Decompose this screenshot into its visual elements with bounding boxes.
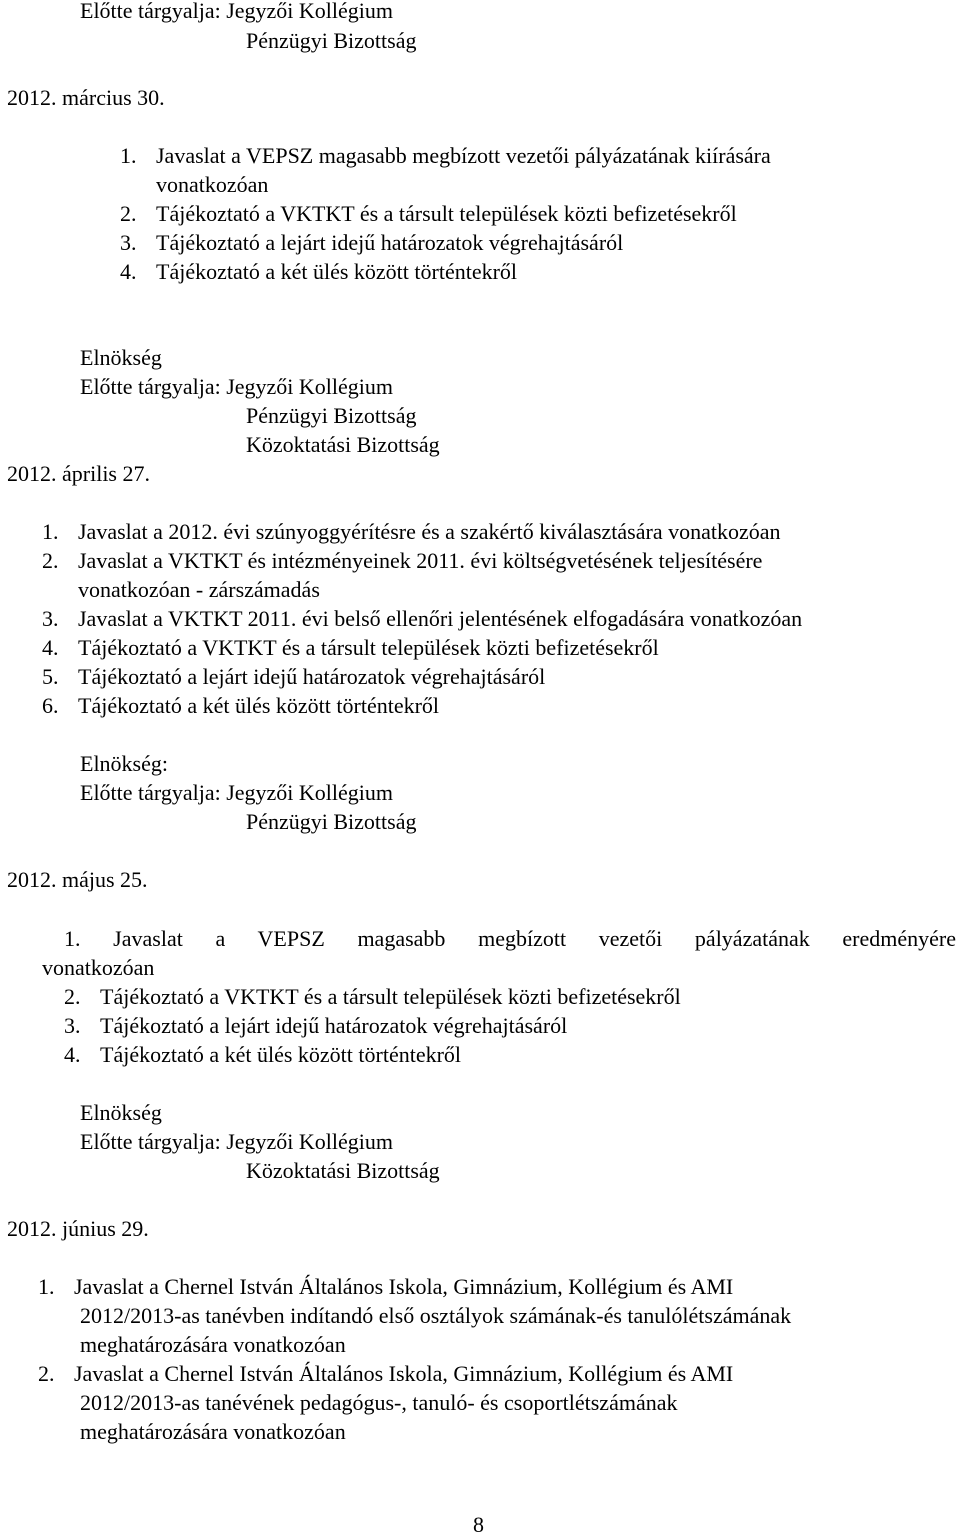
item-text: Tájékoztató a VKTKT és a társult települések közti befizetésekről (100, 984, 681, 1009)
item-text-continued: meghatározására vonatkozóan (80, 1419, 346, 1444)
item-number: 5. (42, 664, 59, 689)
committee-name: Jegyzői Kollégium (226, 0, 394, 23)
agenda-item (42, 521, 781, 543)
presidium-label: Elnökség: (80, 751, 168, 776)
agenda-item (64, 986, 681, 1008)
committee-line (80, 782, 393, 804)
item-number: 1. (38, 1274, 55, 1299)
committee-name: Pénzügyi Bizottság (246, 28, 417, 53)
pre-discussion-label: Előtte tárgyalja: (80, 374, 221, 399)
item-number: 3. (42, 606, 59, 631)
item-number: 4. (120, 259, 137, 284)
meeting-date: 2012. április 27. (7, 461, 150, 486)
agenda-item-first-line: 1. Javaslat a VEPSZ magasabb megbízott vezetői pályázatának eredményére (64, 926, 956, 951)
agenda-item (64, 1015, 567, 1037)
meeting-date: 2012. március 30. (7, 85, 165, 110)
item-text: Tájékoztató a VKTKT és a társult települések közti befizetésekről (156, 201, 737, 226)
item-text: Javaslat a VKTKT és intézményeinek 2011. évi költségvetésének teljesítésére (78, 548, 763, 573)
item-number: 2. (38, 1361, 55, 1386)
committee-name: Jegyzői Kollégium (226, 374, 394, 399)
item-number: 2. (64, 984, 81, 1009)
item-number: 2. (120, 201, 137, 226)
item-text: Tájékoztató a két ülés között történtekről (156, 259, 518, 284)
agenda-item (42, 608, 802, 630)
agenda-item (120, 261, 517, 283)
item-text-continued: meghatározására vonatkozóan (80, 1332, 346, 1357)
item-number: 3. (64, 1013, 81, 1038)
agenda-item (42, 695, 439, 717)
committee-name: Pénzügyi Bizottság (246, 809, 417, 834)
item-text: Tájékoztató a lejárt idejű határozatok végrehajtásáról (100, 1013, 568, 1038)
item-text-continued: vonatkozóan (42, 955, 155, 980)
committee-line (80, 376, 393, 398)
page-number: 8 (473, 1512, 484, 1537)
item-text: Javaslat a VKTKT 2011. évi belső ellenőri jelentésének elfogadására vonatkozóan (78, 606, 803, 631)
item-text: Tájékoztató a két ülés között történtekről (78, 693, 440, 718)
agenda-item (120, 232, 623, 254)
item-text-continued: 2012/2013-as tanévben indítandó első osztályok számának-és tanulólétszámának (80, 1303, 792, 1328)
agenda-item (42, 550, 762, 572)
item-number: 6. (42, 693, 59, 718)
pre-discussion-label: Előtte tárgyalja: (80, 780, 221, 805)
agenda-item (120, 145, 771, 167)
item-text: Tájékoztató a lejárt idejű határozatok végrehajtásáról (78, 664, 546, 689)
item-text: Tájékoztató a két ülés között történtekről (100, 1042, 462, 1067)
item-text-continued: vonatkozóan - zárszámadás (78, 577, 320, 602)
presidium-label: Elnökség (80, 345, 162, 370)
item-text: Javaslat a Chernel István Általános Iskola, Gimnázium, Kollégium és AMI (74, 1274, 734, 1299)
committee-name: Pénzügyi Bizottság (246, 403, 417, 428)
item-text-continued: 2012/2013-as tanévének pedagógus-, tanuló- és csoportlétszámának (80, 1390, 678, 1415)
agenda-item (42, 637, 659, 659)
item-text: Javaslat a VEPSZ magasabb megbízott vezetői pályázatának kiírására (156, 143, 771, 168)
meeting-date: 2012. május 25. (7, 867, 148, 892)
agenda-item (120, 203, 737, 225)
committee-name: Jegyzői Kollégium (226, 1129, 394, 1154)
item-number: 3. (120, 230, 137, 255)
agenda-item (42, 666, 545, 688)
pre-discussion-label: Előtte tárgyalja: (80, 1129, 221, 1154)
item-text: Javaslat a Chernel István Általános Iskola, Gimnázium, Kollégium és AMI (74, 1361, 734, 1386)
committee-name: Közoktatási Bizottság (246, 432, 440, 457)
committee-name: Közoktatási Bizottság (246, 1158, 440, 1183)
item-text: Javaslat a 2012. évi szúnyoggyérítésre és a szakértő kiválasztására vonatkozóan (78, 519, 781, 544)
item-number: 4. (42, 635, 59, 660)
item-number: 2. (42, 548, 59, 573)
pre-discussion-label: Előtte tárgyalja: (80, 0, 221, 23)
committee-line (80, 1131, 393, 1153)
presidium-label: Elnökség (80, 1100, 162, 1125)
agenda-item (64, 1044, 461, 1066)
committee-name: Jegyzői Kollégium (226, 780, 394, 805)
agenda-item (38, 1363, 733, 1385)
agenda-item (38, 1276, 733, 1298)
item-text: Tájékoztató a VKTKT és a társult települések közti befizetésekről (78, 635, 659, 660)
item-number: 1. (42, 519, 59, 544)
meeting-date: 2012. június 29. (7, 1216, 149, 1241)
item-number: 4. (64, 1042, 81, 1067)
committee-line (80, 0, 393, 22)
item-number: 1. (120, 143, 137, 168)
item-text: Tájékoztató a lejárt idejű határozatok végrehajtásáról (156, 230, 624, 255)
item-text-continued: vonatkozóan (156, 172, 269, 197)
